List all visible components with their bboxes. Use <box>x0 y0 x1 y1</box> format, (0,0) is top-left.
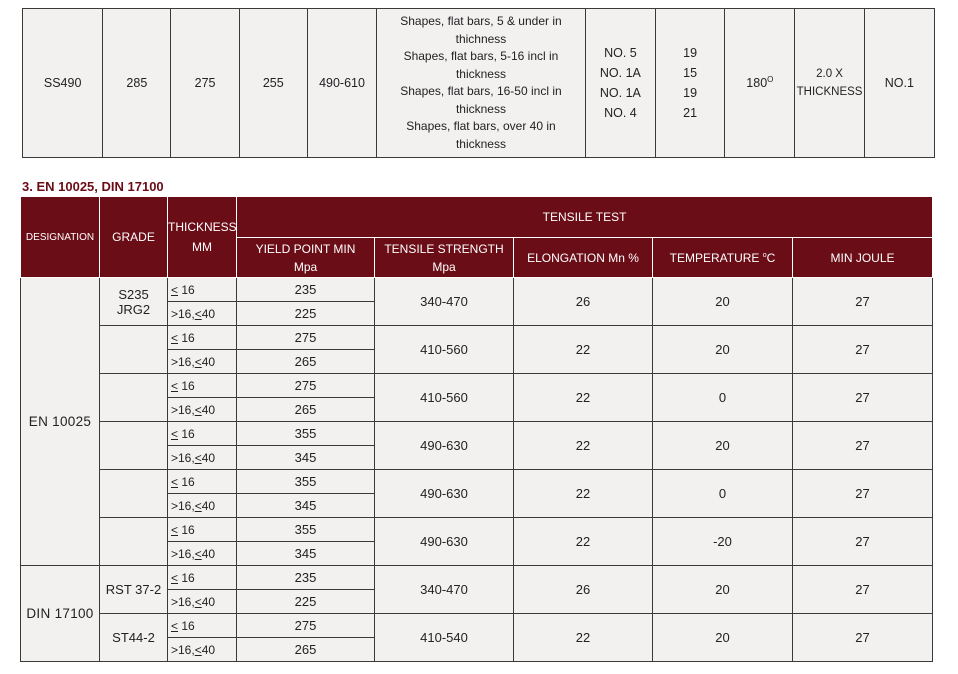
tensile-strength-header <box>375 238 514 278</box>
elongation-line: 21 <box>683 106 698 120</box>
tensile-cell: 340-470 <box>375 278 514 326</box>
thickness-cell <box>168 374 237 398</box>
less-equal-sign: < <box>171 618 179 633</box>
ss490-specimens-cell <box>585 9 655 158</box>
less-equal-sign: < <box>171 474 179 489</box>
thickness-value: 40 <box>201 450 216 465</box>
thickness-cell <box>168 422 237 446</box>
elongation-header: ELONGATION Mn % <box>514 238 653 278</box>
less-equal-sign: < <box>171 426 179 441</box>
less-equal-sign: < <box>171 522 179 537</box>
grade-cell <box>100 374 168 422</box>
tensile-cell: 340-470 <box>375 566 514 614</box>
thickness-value: 40 <box>201 306 216 321</box>
less-equal-sign: < <box>194 402 202 417</box>
ss490-bend-specimen: NO.1 <box>864 9 934 158</box>
thickness-cell <box>168 494 237 518</box>
ss490-designation: SS490 <box>23 9 103 158</box>
thickness-value: 16 <box>178 474 195 489</box>
tensile-cell: 410-540 <box>375 614 514 662</box>
designation-header: DESIGNATION <box>21 197 100 278</box>
temperature-header-label: TEMPERATURE <box>669 250 763 265</box>
temperature-cell: -20 <box>653 518 793 566</box>
yield-cell: 345 <box>237 446 375 470</box>
yield-cell: 225 <box>237 302 375 326</box>
less-equal-sign: < <box>194 450 202 465</box>
table-row <box>21 566 933 590</box>
joule-cell: 27 <box>793 326 933 374</box>
thickness-prefix: >16, <box>171 354 195 369</box>
temperature-cell: 20 <box>653 278 793 326</box>
joule-cell: 27 <box>793 278 933 326</box>
grade-cell: S235 JRG2 <box>100 278 168 326</box>
less-equal-sign: < <box>194 594 202 609</box>
tensile-test-header: TENSILE TEST <box>237 197 933 238</box>
temperature-cell: 20 <box>653 326 793 374</box>
specimen-line: NO. 4 <box>604 106 637 120</box>
yield-cell: 345 <box>237 542 375 566</box>
thickness-header-unit: MM <box>192 240 212 254</box>
degree-symbol: O <box>767 75 774 85</box>
thickness-value: 40 <box>201 594 216 609</box>
thickness-cell <box>168 590 237 614</box>
degree-symbol: o <box>762 251 767 259</box>
thickness-value: 16 <box>178 282 195 297</box>
yield-cell: 265 <box>237 638 375 662</box>
ss490-value: 255 <box>239 9 307 158</box>
table-row <box>21 614 933 638</box>
thickness-value: 40 <box>201 402 216 417</box>
bend-radius-unit: THICKNESS <box>796 86 863 98</box>
joule-cell: 27 <box>793 566 933 614</box>
yield-header-line: YIELD POINT MIN <box>255 241 356 256</box>
thickness-cell <box>168 302 237 326</box>
thickness-value: 16 <box>178 618 195 633</box>
elongation-cell: 26 <box>514 278 653 326</box>
min-joule-header: MIN JOULE <box>793 238 933 278</box>
table-row <box>21 326 933 350</box>
yield-header-unit: Mpa <box>293 259 318 274</box>
thickness-cell <box>168 470 237 494</box>
thickness-value: 40 <box>201 546 216 561</box>
thickness-cell <box>168 326 237 350</box>
grade-cell: RST 37-2 <box>100 566 168 614</box>
thickness-cell <box>168 278 237 302</box>
less-equal-sign: < <box>171 330 179 345</box>
thickness-prefix: >16, <box>171 450 195 465</box>
shape-line: Shapes, flat bars, 5 & under in thichness <box>400 14 562 46</box>
thickness-header-line: THICKNESS <box>168 220 237 234</box>
yield-cell: 265 <box>237 398 375 422</box>
elongation-cell: 22 <box>514 326 653 374</box>
thickness-cell <box>168 350 237 374</box>
table-row <box>21 470 933 494</box>
thickness-value: 40 <box>201 642 216 657</box>
elongation-cell: 22 <box>514 374 653 422</box>
designation-cell: EN 10025 <box>21 278 100 566</box>
thickness-prefix: >16, <box>171 594 195 609</box>
yield-cell: 275 <box>237 374 375 398</box>
bend-radius-value: 2.0 X <box>816 68 843 80</box>
thickness-value: 16 <box>178 426 195 441</box>
tensile-cell: 490-630 <box>375 470 514 518</box>
grade-cell <box>100 422 168 470</box>
yield-cell: 355 <box>237 422 375 446</box>
less-equal-sign: < <box>194 306 202 321</box>
joule-cell: 27 <box>793 422 933 470</box>
ss490-value: 275 <box>171 9 239 158</box>
elongation-cell: 22 <box>514 470 653 518</box>
elongation-line: 19 <box>683 86 698 100</box>
less-equal-sign: < <box>171 378 179 393</box>
yield-cell: 355 <box>237 470 375 494</box>
table-row <box>21 374 933 398</box>
thickness-prefix: >16, <box>171 546 195 561</box>
yield-header <box>237 238 375 278</box>
temperature-cell: 20 <box>653 422 793 470</box>
elongation-line: 15 <box>683 66 698 80</box>
shape-line: Shapes, flat bars, 5-16 incl in thickness <box>403 49 559 81</box>
thickness-cell <box>168 542 237 566</box>
specimen-line: NO. 5 <box>604 46 637 60</box>
elongation-cell: 22 <box>514 614 653 662</box>
tensile-cell: 410-560 <box>375 374 514 422</box>
less-equal-sign: < <box>194 642 202 657</box>
joule-cell: 27 <box>793 614 933 662</box>
less-equal-sign: < <box>194 354 202 369</box>
table-body <box>21 278 933 662</box>
ss490-bend-angle <box>725 9 795 158</box>
temperature-cell: 20 <box>653 566 793 614</box>
thickness-value: 16 <box>178 330 195 345</box>
temperature-header <box>653 238 793 278</box>
grade-cell <box>100 326 168 374</box>
ss490-shapes-cell <box>377 9 586 158</box>
thickness-value: 16 <box>178 522 195 537</box>
joule-cell: 27 <box>793 518 933 566</box>
temperature-cell: 0 <box>653 374 793 422</box>
section-title: 3. EN 10025, DIN 17100 <box>22 179 164 194</box>
thickness-value: 40 <box>201 498 216 513</box>
tensile-header-line: TENSILE STRENGTH <box>384 241 504 256</box>
thickness-cell <box>168 398 237 422</box>
temperature-header-unit: C <box>766 250 776 265</box>
joule-cell: 27 <box>793 470 933 518</box>
thickness-prefix: >16, <box>171 306 195 321</box>
thickness-prefix: >16, <box>171 642 195 657</box>
elongation-cell: 26 <box>514 566 653 614</box>
thickness-cell <box>168 518 237 542</box>
yield-cell: 275 <box>237 614 375 638</box>
elongation-cell: 22 <box>514 518 653 566</box>
yield-cell: 225 <box>237 590 375 614</box>
en-din-table <box>20 196 933 662</box>
less-equal-sign: < <box>194 546 202 561</box>
yield-cell: 355 <box>237 518 375 542</box>
thickness-header <box>168 197 237 278</box>
thickness-value: 16 <box>178 570 195 585</box>
less-equal-sign: < <box>171 282 179 297</box>
grade-cell <box>100 470 168 518</box>
ss490-value: 285 <box>103 9 171 158</box>
yield-cell: 265 <box>237 350 375 374</box>
thickness-value: 16 <box>178 378 195 393</box>
ss490-elongation-cell <box>656 9 725 158</box>
yield-cell: 345 <box>237 494 375 518</box>
tensile-cell: 410-560 <box>375 326 514 374</box>
grade-cell: ST44-2 <box>100 614 168 662</box>
specimen-line: NO. 1A <box>599 66 641 80</box>
yield-cell: 235 <box>237 566 375 590</box>
bend-angle-value: 180 <box>746 76 768 91</box>
grade-header: GRADE <box>100 197 168 278</box>
tensile-cell: 490-630 <box>375 518 514 566</box>
table-row <box>21 518 933 542</box>
tensile-cell: 490-630 <box>375 422 514 470</box>
temperature-cell: 0 <box>653 470 793 518</box>
table-row <box>21 422 933 446</box>
thickness-cell <box>168 638 237 662</box>
thickness-value: 40 <box>201 354 216 369</box>
table-header <box>21 197 933 278</box>
temperature-cell: 20 <box>653 614 793 662</box>
elongation-line: 19 <box>683 46 698 60</box>
thickness-cell <box>168 566 237 590</box>
ss490-row <box>23 9 935 158</box>
elongation-cell: 22 <box>514 422 653 470</box>
ss490-table <box>22 8 935 158</box>
specimen-line: NO. 1A <box>599 86 641 100</box>
yield-cell: 235 <box>237 278 375 302</box>
less-equal-sign: < <box>194 498 202 513</box>
shape-line: Shapes, flat bars, 16-50 incl in thickness <box>400 84 562 116</box>
tensile-header-unit: Mpa <box>432 259 456 274</box>
grade-cell <box>100 518 168 566</box>
thickness-prefix: >16, <box>171 498 195 513</box>
shape-line: Shapes, flat bars, over 40 in thickness <box>406 119 556 151</box>
ss490-bend-radius <box>795 9 864 158</box>
thickness-cell <box>168 446 237 470</box>
table-row <box>21 278 933 302</box>
designation-cell: DIN 17100 <box>21 566 100 662</box>
thickness-cell <box>168 614 237 638</box>
yield-cell: 275 <box>237 326 375 350</box>
header-row <box>21 197 933 238</box>
joule-cell: 27 <box>793 374 933 422</box>
less-equal-sign: < <box>171 570 179 585</box>
thickness-prefix: >16, <box>171 402 195 417</box>
ss490-tensile: 490-610 <box>307 9 376 158</box>
